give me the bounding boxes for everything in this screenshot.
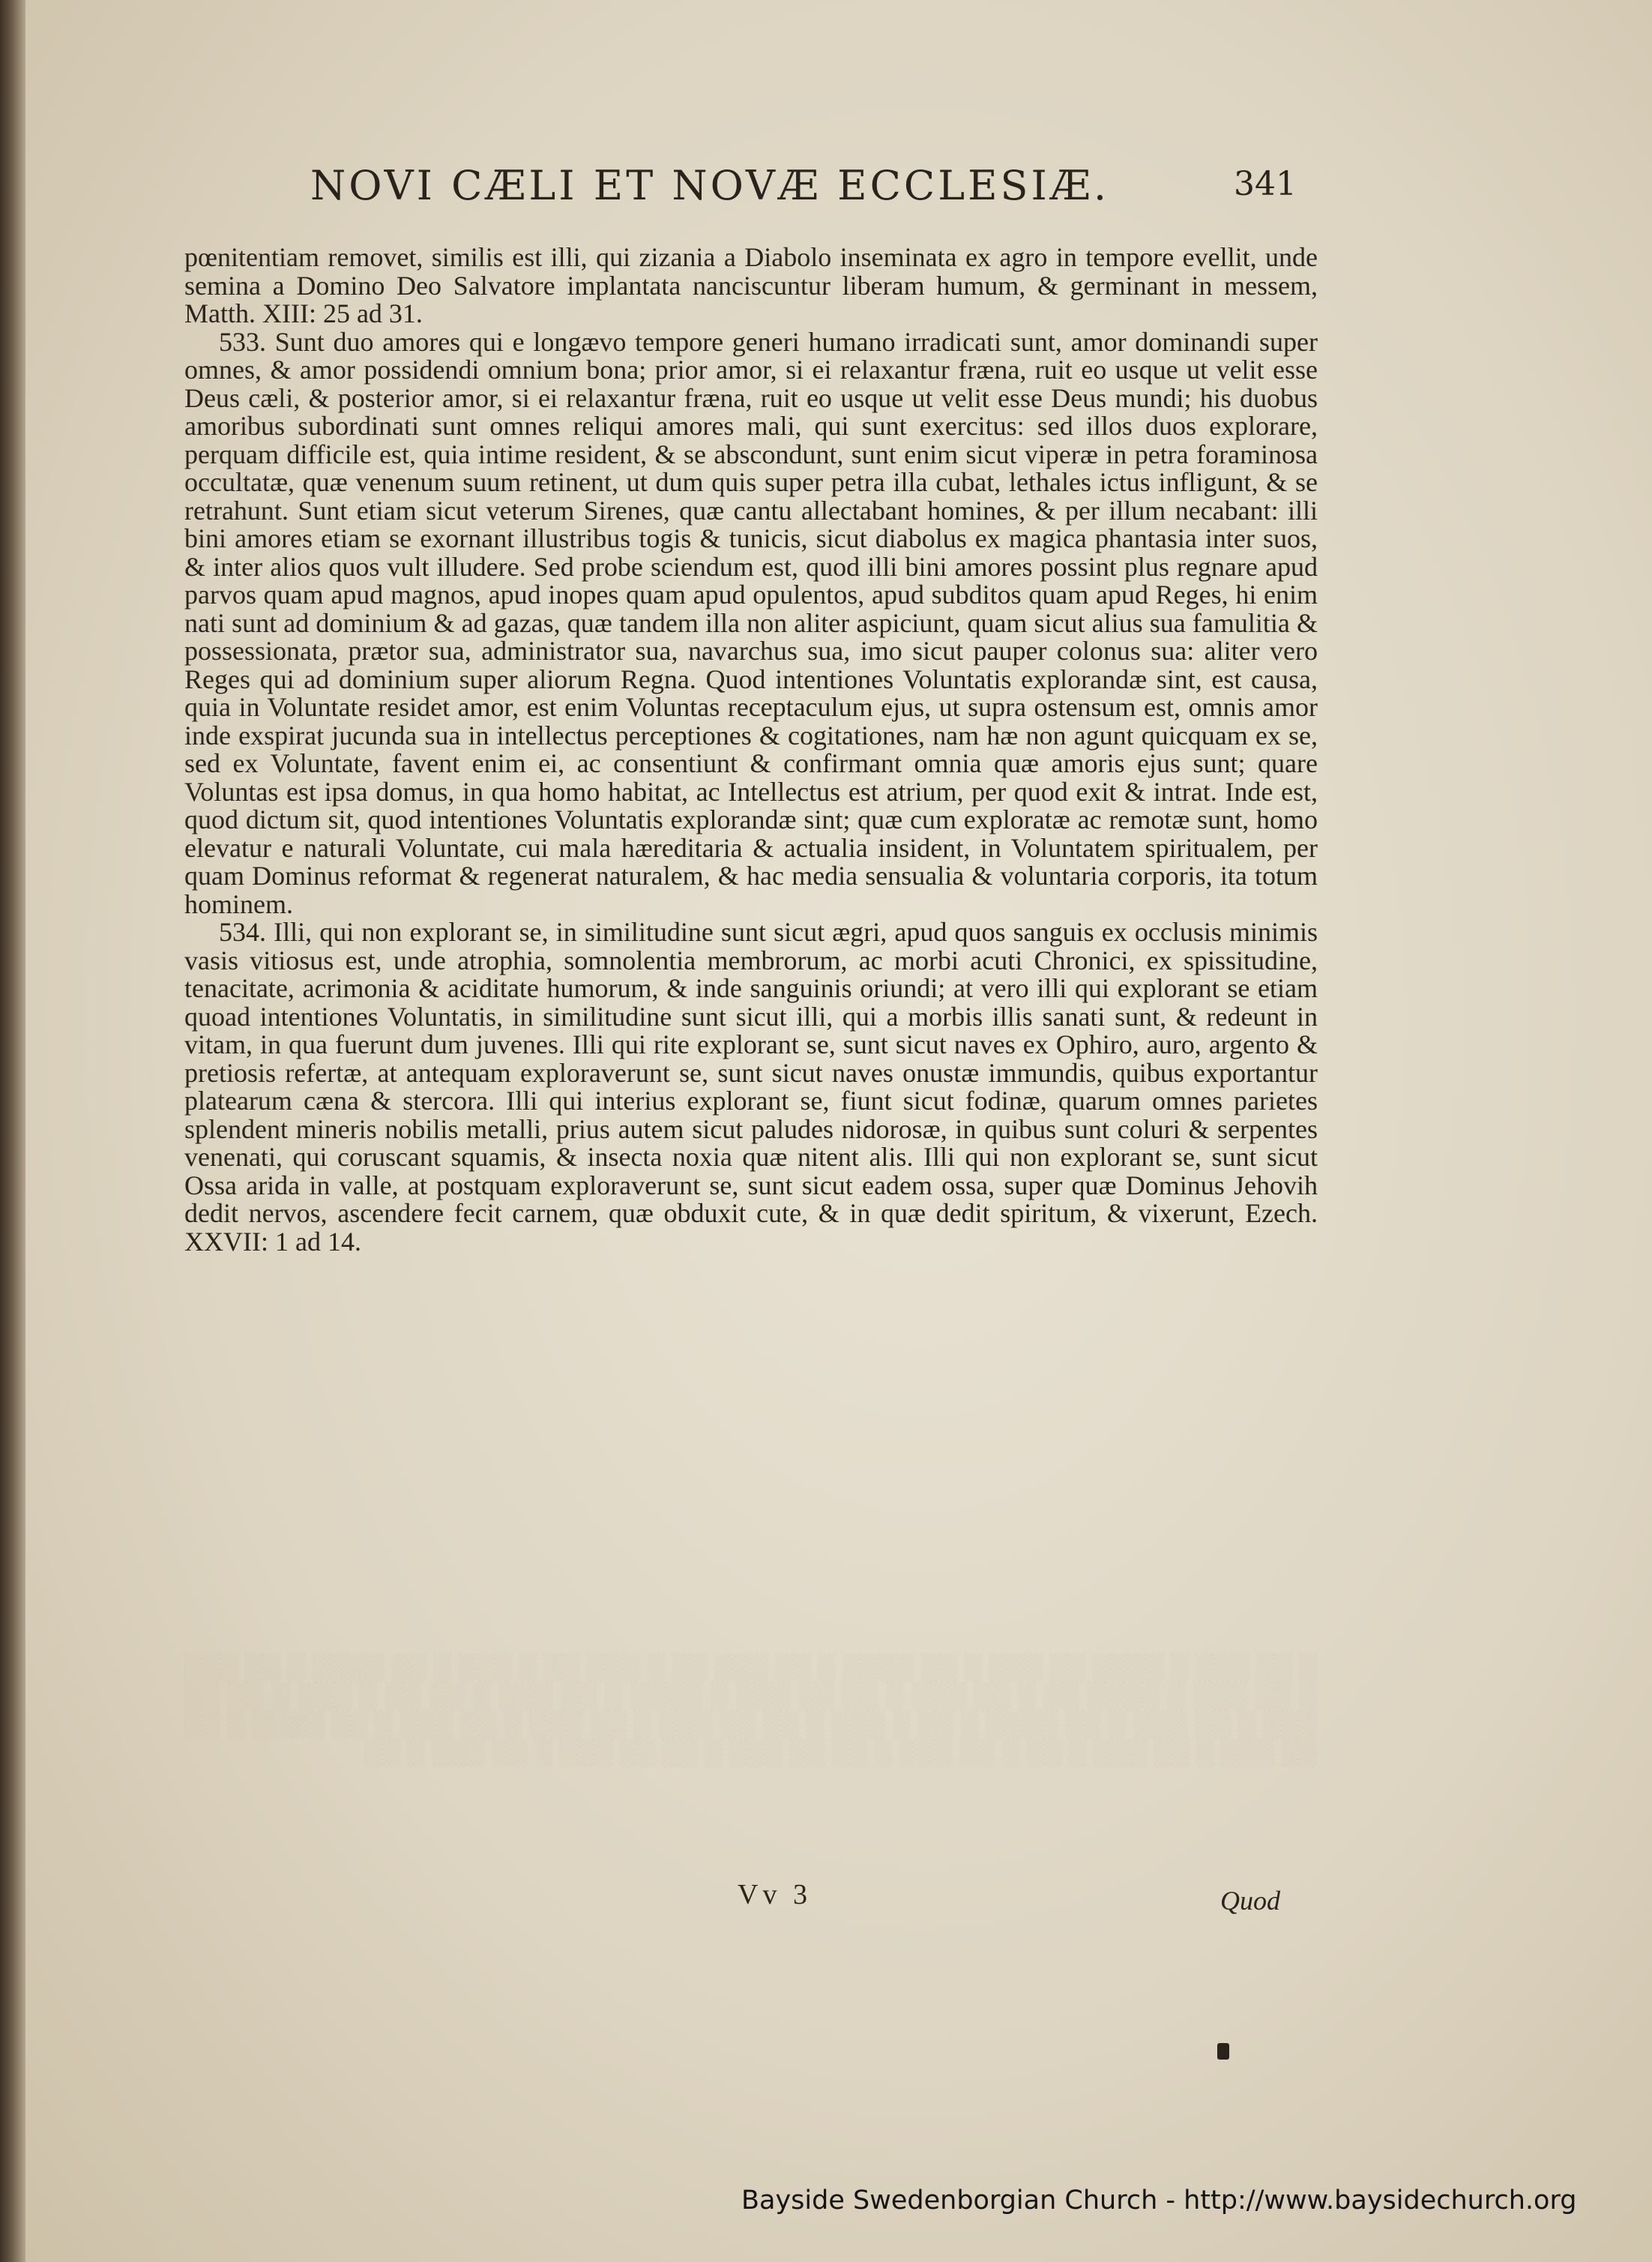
book-binding-edge (0, 0, 25, 2262)
paragraph-534: 534. Illi, qui non explorant se, in similitudine sunt sicut ægri, apud quos sanguis ex occlusis minimis vasis vitiosus est, unde atrophia, somnolentia membrorum, ac morbi acuti Chronici, ex spissitudine, tenacitate, acrimonia & aciditate humorum, & inde sanguinis oriundi; at vero illi qui explorant se etiam quoad intentiones Voluntatis, in similitudine sunt sicut illi, qui a morbis illis sanati sunt, & redeunt in vitam, in qua fuerunt dum juvenes. Illi qui rite explorant se, sunt sicut naves ex Ophiro, auro, argento & pretiosis refertæ, at antequam exploraverunt se, sunt sicut naves onustæ immundis, quibus exportantur platearum cæna & stercora. Illi qui interius explorant se, fiunt sicut fodinæ, quarum omnes parietes splendent mineris nobilis metalli, prius autem sicut paludes nidorosæ, in quibus sunt coluri & serpentes venenati, qui coruscant squamis, & insecta noxia quæ nitent alis. Illi qui non explorant se, sunt sicut Ossa arida in valle, at postquam exploraverunt se, sunt sicut eadem ossa, super quæ Dominus Jehovih dedit nervos, ascendere fecit carnem, quæ obduxit cute, & in quæ dedit spiritum, & vixerunt, Ezech. XXVII: 1 ad 14. (184, 917, 1318, 1257)
paragraph-continuation: pœnitentiam removet, similis est illi, qui zizania a Diabolo inseminata ex agro in tempore evellit, unde semina a Domino Deo Salvatore implantata nanciscuntur liberam humum, & germinant in messem, Matth. XIII: 25 ad 31. (184, 242, 1318, 328)
body-text (184, 244, 1318, 1256)
source-watermark: Bayside Swedenborgian Church - http://www.baysidechurch.org (741, 2186, 1577, 2216)
book-page (25, 0, 1652, 2262)
signature-mark: Vv 3 (738, 1879, 812, 1910)
bleed-through-texture: ░ ░░ ░░░ ░ ░░░░ ░░ ░░░ ░ ░░ ░░░░ ░ ░░ ░░░ ░░ ░ ░░░ ░░ ░ ░░░ ░ ░░ ░░░░ ░ ░░ ░░░ ░ ░░ ░░░ ░ ░░░░ ░░ ░ ░░ ░░░ ░ ░░ ░░ ░░░ ░ ░░░░ ░ ░░ ░░░ ░ ░░ ░░ ░ ░░░ ░ ░░ ░░ ░░░ ░ ░░ ░░░ ░ ░░ ░░░░ ░ ░░ ░ ░░░ ░ ░░ ░░ ░░░ ░ ░░ ░░░ ░ ░░ ░░░ ░ ░░ ░░░░ ░ ░░ ░░ ░░░ ░ ░░ ░░░ ░ ░░ ░ ░░ ░░░ ░ ░░ ░░ ░░░ ░ ░░ ░░ ░░░ ░ ░░ ░░░ ░ ░░ (184, 1653, 1318, 1766)
ink-spot (1217, 2043, 1229, 2060)
page-number: 341 (1234, 165, 1297, 203)
running-title: NOVI CÆLI ET NOVÆ ECCLESIÆ. (310, 162, 1110, 209)
page-header (25, 162, 1652, 222)
catchword: Quod (1220, 1886, 1280, 1916)
paragraph-533: 533. Sunt duo amores qui e longævo tempore generi humano irradicati sunt, amor dominandi super omnes, & amor possidendi omnium bona; prior amor, si ei relaxantur fræna, ruit eo usque ut velit esse Deus cæli, & posterior amor, si ei relaxantur fræna, ruit eo usque ut velit esse Deus mundi; his duobus amoribus subordinati sunt omnes reliqui amores mali, qui sunt exercitus: sed illos duos explorare, perquam difficile est, quia intime resident, & se abscondunt, sunt enim sicut viperæ in petra foraminosa occultatæ, quæ venenum suum retinent, ut dum quis super petra illa cubat, lethales ictus infligunt, & se retrahunt. Sunt etiam sicut veterum Sirenes, quæ cantu allectabant homines, & per illum necabant: illi bini amores etiam se exornant illustribus togis & tunicis, sicut diabolus ex magica phantasia inter suos, & inter alios quos vult illudere. Sed probe sciendum est, quod illi bini amores possint plus regnare apud parvos quam apud magnos, apud inopes quam apud opulentos, apud subditos quam apud Reges, hi enim nati sunt ad dominium & ad gazas, quæ tandem illa non aliter aspiciunt, quam sicut alius sua famulitia & possessionata, prætor sua, administrator sua, navarchus sua, imo sicut pauper colonus sua: aliter vero Reges qui ad dominium super aliorum Regna. Quod intentiones Voluntatis explorandæ sint, est causa, quia in Voluntate residet amor, est enim Voluntas receptaculum ejus, ut supra ostensum est, omnis amor inde exspirat jucunda sua in intellectus perceptiones & cogitationes, nam hæ non agunt quicquam ex se, sed ex Voluntate, favent enim ei, ac consentiunt & confirmant omnia quæ amoris ejus sunt; quare Voluntas est ipsa domus, in qua homo habitat, ac Intellectus est atrium, per quod exit & intrat. Inde est, quod dictum sit, quod intentiones Voluntatis explorandæ sint; quæ cum exploratæ ac remotæ sunt, homo elevatur e naturali Voluntate, cui mala hæreditaria & actualia insident, in Voluntatem spiritualem, per quam Dominus reformat & regenerat naturalem, & hac media sensualia & voluntaria corporis, ita totum hominem. (184, 326, 1318, 919)
